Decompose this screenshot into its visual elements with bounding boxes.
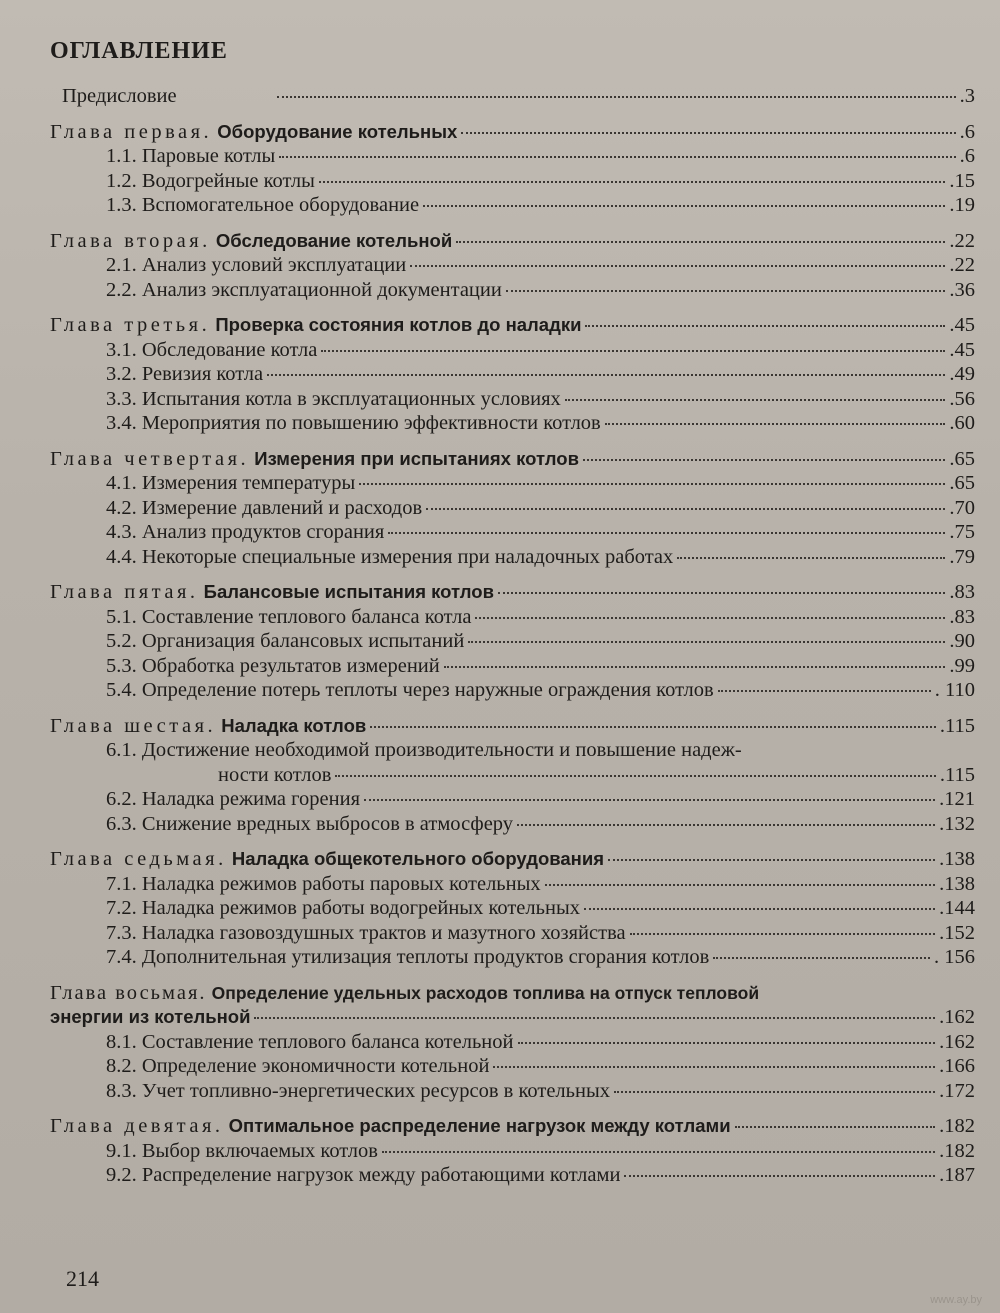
section-title: Некоторые специальные измерения при наладочных работах	[141, 545, 674, 568]
toc-section	[50, 945, 975, 970]
entry-page: .70	[949, 496, 975, 519]
toc-chapter	[50, 847, 975, 872]
dot-leader	[614, 1091, 935, 1093]
section-number: 1.1.	[106, 145, 137, 167]
dot-leader	[359, 483, 945, 485]
entry-page: .36	[949, 278, 975, 301]
section-number: 5.3.	[106, 654, 137, 677]
chapter-number: Глава третья.	[50, 314, 211, 336]
toc-section	[50, 921, 975, 946]
section-entry	[106, 144, 275, 169]
section-number: 1.3.	[106, 194, 137, 216]
section-title: Измерения температуры	[141, 472, 356, 494]
toc-section	[50, 678, 975, 703]
section-title: Обследование котла	[141, 338, 318, 361]
dot-leader	[506, 290, 946, 292]
chapter-heading	[50, 847, 604, 872]
section-entry	[106, 1030, 514, 1055]
entry-page: .182	[939, 1139, 975, 1162]
section-entry	[106, 1054, 489, 1079]
section-title: Дополнительная утилизация теплоты продуктов сгорания котлов	[141, 946, 710, 968]
section-entry	[106, 253, 406, 278]
section-number: 8.1.	[106, 1030, 137, 1053]
dot-leader	[735, 1126, 936, 1128]
section-title: Наладка режима горения	[141, 788, 360, 810]
section-title: Наладка газовоздушных трактов и мазутного хозяйства	[141, 921, 626, 944]
dot-leader	[370, 726, 936, 728]
section-entry	[106, 945, 709, 970]
entry-page: .162	[939, 1030, 975, 1053]
section-entry	[106, 545, 673, 570]
entry-page: .172	[939, 1079, 975, 1102]
toc-chapter-continuation	[50, 1005, 975, 1030]
toc-chapter	[50, 1114, 975, 1139]
entry-page: .22	[949, 254, 975, 276]
chapter-number: Глава восьмая.	[50, 981, 207, 1004]
chapter-title: Обследование котельной	[215, 229, 453, 251]
section-number: 7.4.	[106, 946, 137, 968]
dot-leader	[410, 265, 945, 267]
chapter-heading	[50, 447, 579, 472]
entry-page: .15	[949, 169, 975, 192]
chapter-title: Измерения при испытаниях котлов	[254, 447, 579, 469]
section-number: 6.2.	[106, 788, 137, 810]
section-number: 3.1.	[106, 338, 137, 361]
section-number: 9.1.	[106, 1139, 137, 1162]
toc-chapter	[50, 229, 975, 254]
chapter-heading	[50, 1114, 731, 1139]
section-title: Определение экономичности котельной	[141, 1055, 490, 1077]
dot-leader	[423, 205, 945, 207]
toc-chapter	[50, 447, 975, 472]
dot-leader	[518, 1042, 936, 1044]
dot-leader	[335, 775, 935, 777]
dot-leader	[279, 156, 955, 158]
entry-page: .75	[949, 521, 975, 543]
toc-section	[50, 545, 975, 570]
dot-leader	[267, 374, 945, 376]
chapter-title: Проверка состояния котлов до наладки	[215, 314, 582, 335]
entry-page: .115	[939, 763, 975, 786]
section-number: 6.3.	[106, 812, 137, 835]
section-entry	[106, 387, 561, 412]
section-title: Вспомогательное оборудование	[141, 194, 420, 216]
section-number: 7.2.	[106, 897, 137, 919]
toc-chapter	[50, 981, 975, 1006]
dot-leader	[319, 181, 945, 183]
section-title: Наладка режимов работы водогрейных котельных	[141, 897, 580, 919]
dot-leader	[585, 325, 945, 327]
chapter-heading	[50, 120, 457, 145]
entry-page: .6	[959, 120, 975, 143]
toc-title: ОГЛАВЛЕНИЕ	[50, 38, 228, 64]
section-number: 5.2.	[106, 630, 137, 652]
section-title: Измерение давлений и расходов	[141, 496, 423, 519]
section-title: Снижение вредных выбросов в атмосферу	[141, 812, 514, 835]
section-title: Испытания котла в эксплуатационных условиях	[141, 387, 561, 410]
section-entry	[106, 362, 263, 387]
dot-leader	[517, 824, 935, 826]
section-entry	[106, 787, 360, 812]
dot-leader	[277, 96, 956, 98]
section-title: Достижение необходимой производительности и повышение надеж-	[141, 739, 742, 761]
entry-page: . 156	[934, 946, 975, 968]
section-title: Мероприятия по повышению эффективности котлов	[141, 412, 601, 434]
section-number: 4.1.	[106, 472, 137, 494]
dot-leader	[545, 884, 935, 886]
chapter-title: Наладка котлов	[221, 714, 367, 736]
dot-leader	[426, 508, 945, 510]
section-entry	[106, 471, 355, 496]
toc-section	[50, 787, 975, 812]
toc-section	[50, 629, 975, 654]
dot-leader	[254, 1017, 935, 1019]
dot-leader	[498, 592, 945, 594]
entry-page: .90	[949, 630, 975, 652]
section-title: Паровые котлы	[141, 145, 276, 167]
chapter-title: Наладка общекотельного оборудования	[231, 848, 605, 869]
section-entry	[106, 896, 580, 921]
section-title-cont: ности котлов	[218, 763, 332, 786]
toc-section	[50, 1079, 975, 1104]
dot-leader	[565, 399, 946, 401]
dot-leader	[444, 666, 946, 668]
section-number: 3.2.	[106, 363, 137, 385]
section-entry	[106, 1079, 610, 1104]
toc-section	[50, 605, 975, 630]
entry-page: .138	[939, 848, 975, 870]
chapter-number: Глава четвертая.	[50, 447, 250, 470]
toc-section	[50, 338, 975, 363]
chapter-number: Глава вторая.	[50, 229, 211, 252]
section-entry	[106, 678, 714, 703]
section-entry	[106, 738, 742, 763]
toc-section	[50, 1163, 975, 1188]
dot-leader	[605, 423, 946, 425]
entry-page: .166	[939, 1055, 975, 1077]
section-entry	[106, 338, 317, 363]
entry-page: .49	[949, 363, 975, 385]
toc-section	[50, 1054, 975, 1079]
chapter-title: Оптимальное распределение нагрузок между котлами	[228, 1115, 731, 1136]
section-entry	[106, 411, 601, 436]
section-number: 3.4.	[106, 412, 137, 434]
toc-section	[50, 278, 975, 303]
chapter-heading	[50, 981, 759, 1006]
toc-section	[50, 812, 975, 837]
toc-section	[50, 520, 975, 545]
entry-page: .56	[949, 387, 975, 410]
dot-leader	[677, 557, 945, 559]
section-title: Выбор включаемых котлов	[141, 1139, 378, 1162]
entry-page: . 110	[934, 679, 975, 701]
section-entry	[106, 1139, 378, 1164]
entry-page: .45	[949, 338, 975, 361]
toc-section	[50, 387, 975, 412]
section-number: 7.3.	[106, 921, 137, 944]
section-number: 4.2.	[106, 496, 137, 519]
dot-leader	[382, 1151, 935, 1153]
entry-page: .144	[939, 897, 975, 919]
chapter-heading	[50, 714, 366, 739]
chapter-title: Оборудование котельных	[217, 120, 458, 142]
section-entry	[106, 278, 502, 303]
chapter-heading	[50, 580, 494, 605]
toc-chapter	[50, 580, 975, 605]
toc-section	[50, 471, 975, 496]
entry-page: .138	[939, 872, 975, 895]
section-number: 6.1.	[106, 739, 137, 761]
toc-section	[50, 362, 975, 387]
section-entry	[106, 520, 384, 545]
entry-page: .121	[939, 788, 975, 810]
toc-section	[50, 738, 975, 763]
entry-page: .83	[949, 605, 975, 628]
toc-chapter	[50, 714, 975, 739]
table-of-contents	[50, 84, 975, 1188]
chapter-number: Глава девятая.	[50, 1115, 224, 1137]
section-entry	[106, 169, 315, 194]
entry-page: .115	[939, 714, 975, 737]
section-entry	[106, 1163, 620, 1188]
toc-section	[50, 654, 975, 679]
section-entry	[106, 605, 471, 630]
section-number: 8.2.	[106, 1055, 137, 1077]
dot-leader	[456, 241, 945, 243]
section-entry	[106, 629, 464, 654]
dot-leader	[364, 799, 935, 801]
dot-leader	[583, 459, 945, 461]
dot-leader	[493, 1066, 935, 1068]
toc-section	[50, 169, 975, 194]
chapter-number: Глава седьмая.	[50, 848, 227, 870]
toc-preface	[50, 84, 975, 109]
toc-chapter	[50, 313, 975, 338]
chapter-title-cont: энергии из котельной	[50, 1006, 251, 1027]
entry-page: .60	[949, 412, 975, 434]
entry-page: .45	[949, 314, 975, 336]
entry-page: .132	[939, 812, 975, 835]
entry-page: .152	[939, 921, 975, 944]
dot-leader	[475, 617, 945, 619]
entry-page: .19	[949, 194, 975, 216]
entry-page: .6	[959, 145, 975, 167]
section-title: Распределение нагрузок между работающими котлами	[141, 1164, 621, 1186]
dot-leader	[321, 350, 945, 352]
toc-section	[50, 253, 975, 278]
section-title: Учет топливно-энергетических ресурсов в котельных	[141, 1079, 611, 1102]
section-number: 2.1.	[106, 254, 137, 276]
chapter-title: Определение удельных расходов топлива на отпуск тепловой	[211, 982, 760, 1003]
entry-page: .79	[949, 545, 975, 568]
dot-leader	[468, 641, 945, 643]
section-title: Анализ продуктов сгорания	[141, 521, 385, 543]
section-entry	[106, 654, 440, 679]
dot-leader	[624, 1175, 935, 1177]
section-number: 4.4.	[106, 545, 137, 568]
section-entry	[106, 872, 541, 897]
watermark: www.ay.by	[930, 1294, 982, 1306]
chapter-heading	[50, 313, 581, 338]
dot-leader	[388, 532, 945, 534]
section-title: Составление теплового баланса котла	[141, 605, 472, 628]
section-number: 5.4.	[106, 679, 137, 701]
dot-leader	[630, 933, 936, 935]
section-title: Ревизия котла	[141, 363, 264, 385]
chapter-heading	[50, 229, 452, 254]
dot-leader	[718, 690, 931, 692]
chapter-number: Глава шестая.	[50, 714, 217, 737]
section-title: Водогрейные котлы	[141, 169, 315, 192]
entry-page: .187	[939, 1164, 975, 1186]
chapter-number: Глава первая.	[50, 120, 213, 143]
entry-label: Предисловие	[62, 85, 177, 107]
entry-page: .22	[949, 229, 975, 252]
entry-page: .99	[949, 654, 975, 677]
section-number: 7.1.	[106, 872, 137, 895]
toc-section	[50, 872, 975, 897]
entry-page: .182	[939, 1115, 975, 1137]
chapter-number: Глава пятая.	[50, 581, 199, 603]
toc-chapter	[50, 120, 975, 145]
toc-section	[50, 896, 975, 921]
section-title: Обработка результатов измерений	[141, 654, 440, 677]
section-number: 1.2.	[106, 169, 137, 192]
section-number: 5.1.	[106, 605, 137, 628]
toc-section	[50, 193, 975, 218]
page-number: 214	[66, 1266, 99, 1291]
toc-section-continuation	[50, 763, 975, 788]
section-number: 8.3.	[106, 1079, 137, 1102]
section-number: 2.2.	[106, 278, 137, 301]
chapter-title: Балансовые испытания котлов	[203, 581, 494, 602]
dot-leader	[713, 957, 930, 959]
toc-section	[50, 496, 975, 521]
section-title: Составление теплового баланса котельной	[141, 1030, 514, 1053]
section-entry	[106, 921, 626, 946]
entry-page: .65	[949, 472, 975, 494]
section-title: Определение потерь теплоты через наружные ограждения котлов	[141, 679, 714, 701]
dot-leader	[608, 859, 935, 861]
section-title: Анализ эксплуатационной документации	[141, 278, 502, 301]
entry-page: .65	[949, 447, 975, 470]
section-title: Анализ условий эксплуатации	[141, 254, 407, 276]
section-number: 3.3.	[106, 387, 137, 410]
section-entry	[106, 496, 422, 521]
toc-section	[50, 411, 975, 436]
toc-section	[50, 144, 975, 169]
section-title: Наладка режимов работы паровых котельных	[141, 872, 541, 895]
section-title: Организация балансовых испытаний	[141, 630, 465, 652]
dot-leader	[584, 908, 935, 910]
dot-leader	[461, 132, 955, 134]
section-entry	[106, 812, 513, 837]
entry-page: .162	[939, 1006, 975, 1028]
entry-page: .3	[959, 85, 975, 107]
toc-section	[50, 1030, 975, 1055]
section-number: 9.2.	[106, 1164, 137, 1186]
toc-section	[50, 1139, 975, 1164]
section-entry	[106, 193, 419, 218]
entry-page: .83	[949, 581, 975, 603]
section-number: 4.3.	[106, 521, 137, 543]
